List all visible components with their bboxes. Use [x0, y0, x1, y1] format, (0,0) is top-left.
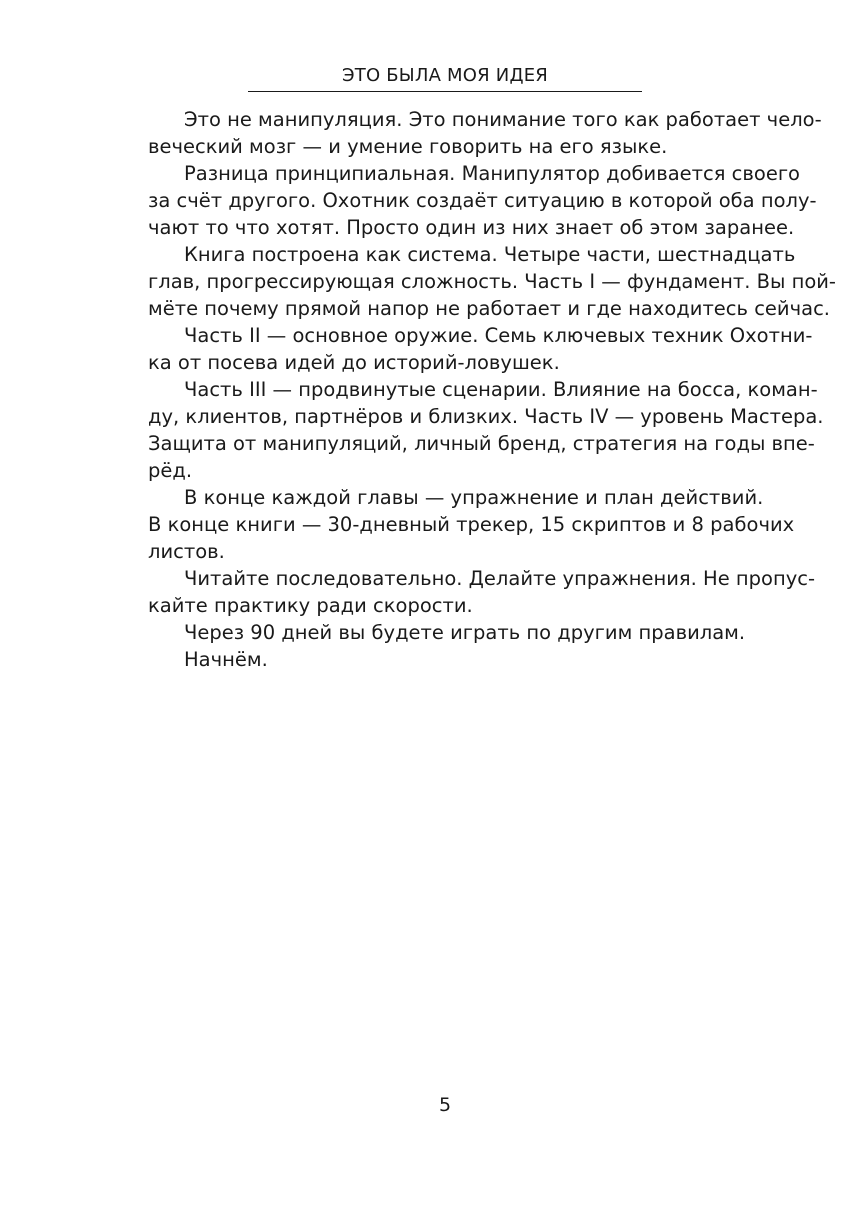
text-line: Часть II — основное оружие. Семь ключевых техник Охотни- — [184, 324, 813, 347]
text-line: за счёт другого. Охотник создаёт ситуацию в которой оба полу- — [148, 189, 817, 212]
paragraph — [148, 241, 836, 322]
paragraph — [148, 484, 795, 565]
paragraph — [148, 619, 746, 646]
text-line: Разница принципиальная. Манипулятор добивается своего — [184, 162, 800, 185]
text-line: Часть III — продвинутые сценарии. Влияние на босса, коман- — [184, 378, 818, 401]
text-line: Начнём. — [184, 648, 268, 671]
paragraph — [148, 106, 822, 160]
text-line: веческий мозг — и умение говорить на его языке. — [148, 135, 668, 158]
text-line: Это не манипуляция. Это понимание того как работает чело- — [184, 108, 822, 131]
paragraph — [148, 322, 813, 376]
paragraph — [148, 565, 815, 619]
text-line: Защита от манипуляций, личный бренд, стратегия на годы впе- — [148, 432, 815, 455]
paragraph — [148, 646, 742, 673]
page-body — [148, 106, 836, 673]
text-line: В конце книги — 30-дневный трекер, 15 скриптов и 8 рабочих — [148, 513, 795, 536]
running-header-title: ЭТО БЫЛА МОЯ ИДЕЯ — [342, 65, 548, 86]
text-line: кайте практику ради скорости. — [148, 594, 473, 617]
text-line: глав, прогрессирующая сложность. Часть I — фундамент. Вы пой- — [148, 270, 836, 293]
text-line: Через 90 дней вы будете играть по другим правилам. — [184, 621, 746, 644]
text-line: мёте почему прямой напор не работает и где находитесь сейчас. — [148, 297, 830, 320]
text-line: ду, клиентов, партнёров и близких. Часть IV — уровень Мастера. — [148, 405, 824, 428]
text-line: листов. — [148, 540, 225, 563]
text-line: чают то что хотят. Просто один из них знает об этом заранее. — [148, 216, 795, 239]
text-line: рёд. — [148, 459, 193, 482]
text-line: Книга построена как система. Четыре части, шестнадцать — [184, 243, 796, 266]
paragraph — [148, 376, 824, 484]
header-rule — [248, 91, 642, 92]
text-line: ка от посева идей до историй-ловушек. — [148, 351, 560, 374]
paragraph — [148, 160, 817, 241]
text-line: В конце каждой главы — упражнение и план действий. — [184, 486, 764, 509]
text-line: Читайте последовательно. Делайте упражнения. Не пропус- — [184, 567, 815, 590]
page-number: 5 — [438, 1094, 452, 1116]
